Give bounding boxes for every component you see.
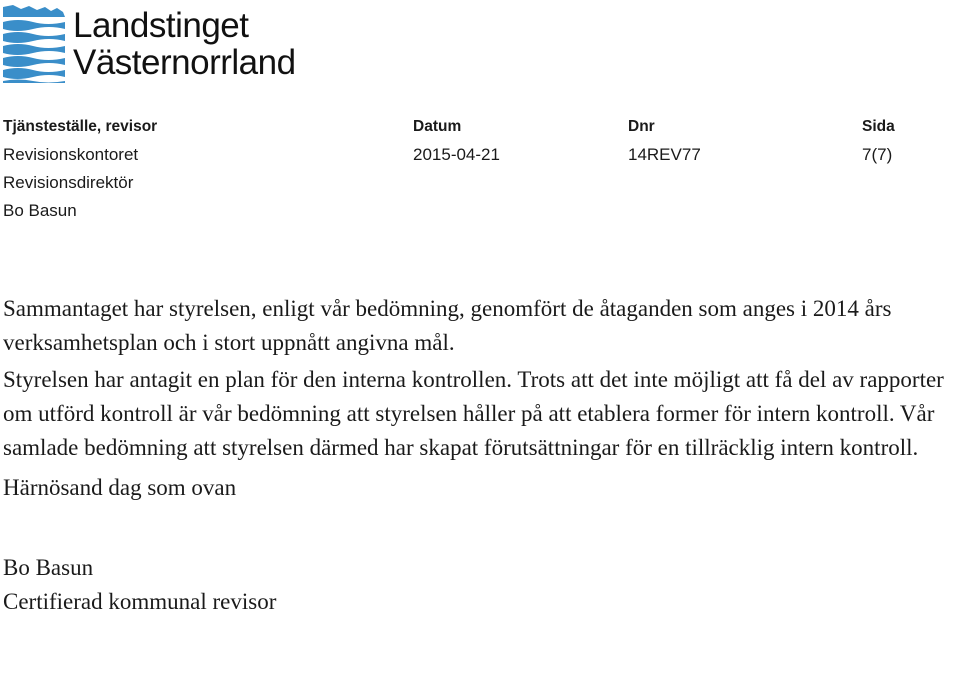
issuer-name: Bo Basun [3, 201, 77, 220]
page-value: 7(7) [862, 145, 893, 164]
dnr-label: Dnr [628, 118, 655, 135]
place-and-date-line: Härnösand dag som ovan [3, 475, 237, 500]
paragraph-summary: Sammantaget har styrelsen, enligt vår bedömning, genomfört de åtaganden som anges i 2014 års verksamhetsplan och i stort uppnått angivna mål. [3, 296, 892, 355]
issuer-role: Revisionsdirektör [3, 173, 134, 192]
issuer-office: Revisionskontoret [3, 145, 139, 164]
issuer-block [3, 113, 157, 225]
dnr-block [628, 113, 701, 169]
document-body [3, 292, 959, 619]
date-value: 2015-04-21 [413, 145, 500, 164]
signature-title: Certifierad kommunal revisor [3, 589, 277, 614]
signature-name: Bo Basun [3, 555, 94, 580]
date-label: Datum [413, 118, 462, 135]
logo-line-2: Västernorrland [73, 43, 296, 82]
logo-wordmark [73, 7, 296, 81]
signature-block [3, 551, 959, 619]
date-block [413, 113, 500, 169]
page-label: Sida [862, 118, 895, 135]
dnr-value: 14REV77 [628, 145, 701, 164]
wave-emblem-icon [3, 5, 65, 83]
paragraph-internal-control: Styrelsen har antagit en plan för den interna kontrollen. Trots att det inte möjligt att få del av rapporter om utförd kontroll är vår bedömning att styrelsen håller på att etablera former för intern kontroll. Vår samlade bedömning att styrelsen därmed har skapat förutsättningar för en tillräcklig intern kontroll. [3, 367, 944, 460]
logo-line-1: Landstinget [73, 6, 249, 45]
logo [3, 5, 333, 83]
issuer-label: Tjänsteställe, revisor [3, 118, 158, 135]
page-block [862, 113, 895, 169]
